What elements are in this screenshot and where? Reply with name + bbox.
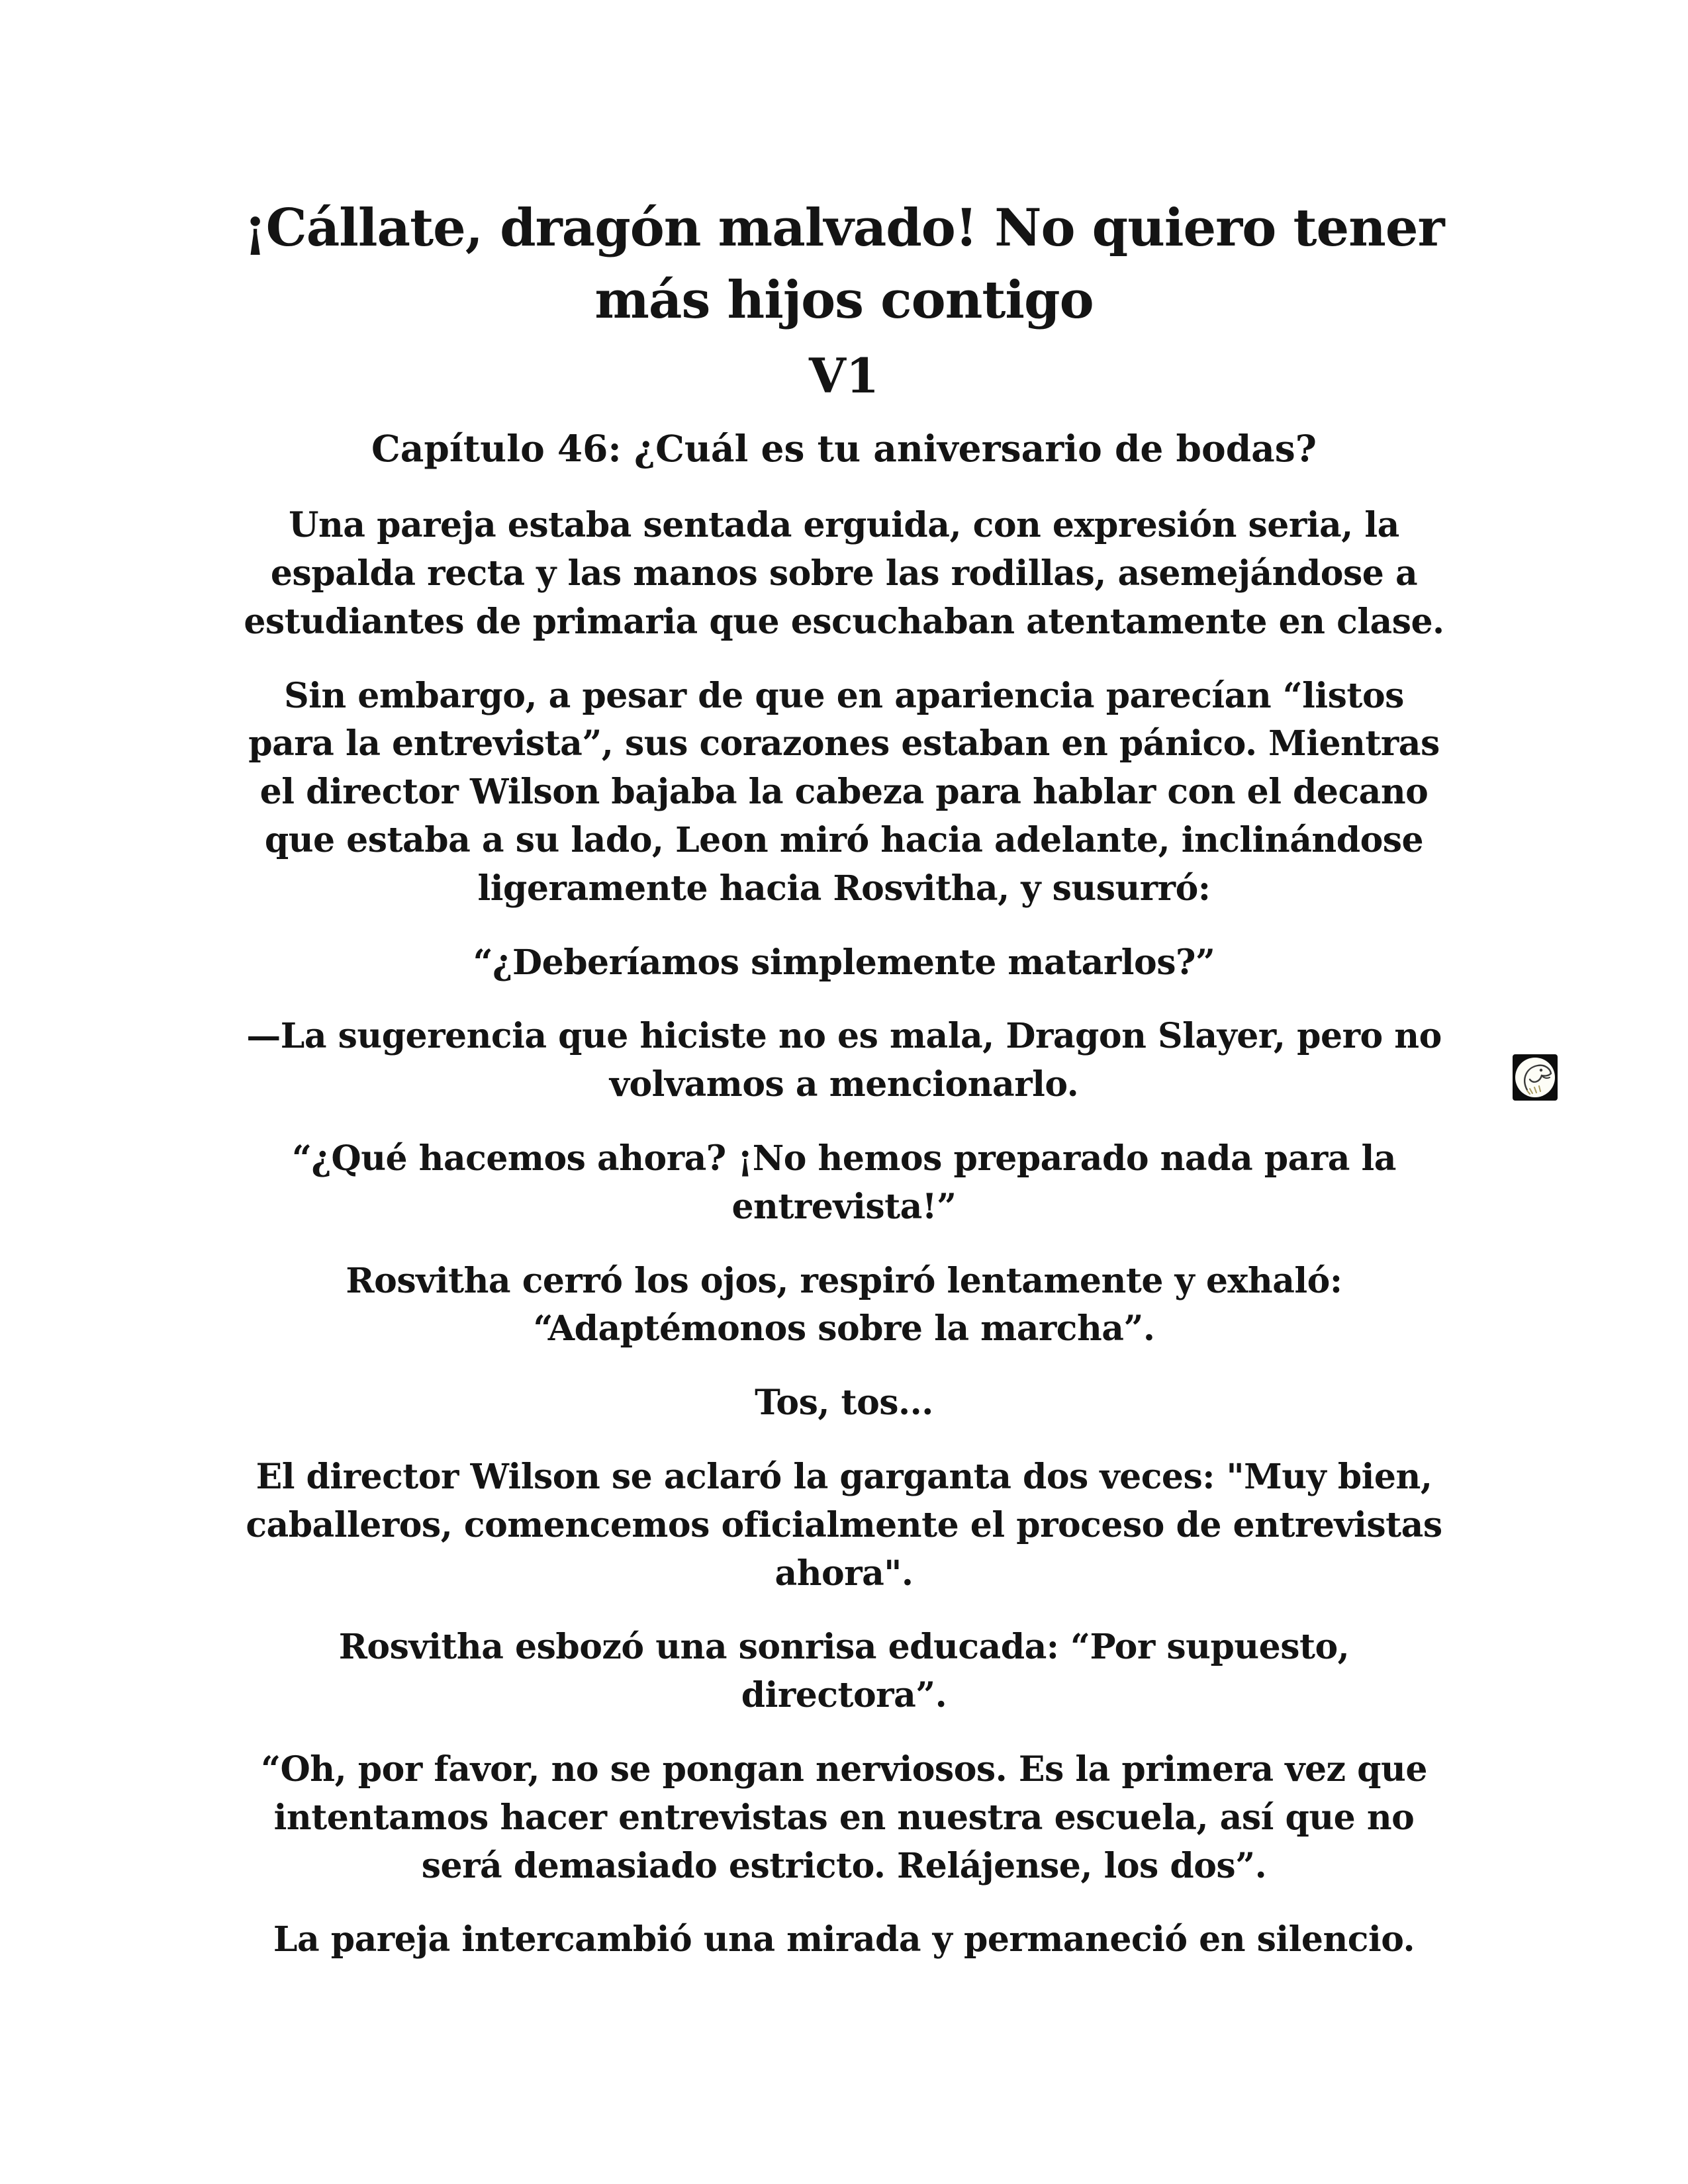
volume-label: V1 <box>809 347 879 404</box>
page-title: ¡Cállate, dragón malvado! No quiero tener más hijos contigo <box>244 198 1444 331</box>
paragraph: “¿Qué hacemos ahora? ¡No hemos preparado nada para la entrevista!” <box>292 1138 1396 1227</box>
paragraph: Una pareja estaba sentada erguida, con expresión seria, la espalda recta y las manos sobre las rodillas, asemejándose a estudiantes de primaria que escuchaban atentamente en clase. <box>244 505 1444 642</box>
paragraph: —La sugerencia que hiciste no es mala, Dragon Slayer, pero no volvamos a mencionarlo. <box>246 1016 1442 1105</box>
paragraph: Rosvitha esbozó una sonrisa educada: “Por supuesto, directora”. <box>338 1627 1350 1716</box>
paragraph: “¿Deberíamos simplemente matarlos?” <box>473 942 1215 983</box>
chapter-heading: Capítulo 46: ¿Cuál es tu aniversario de bodas? <box>371 427 1317 471</box>
paragraph: Tos, tos... <box>755 1383 933 1424</box>
paragraph: Sin embargo, a pesar de que en apariencia parecían “listos para la entrevista”, sus corazones estaban en pánico. Mientras el director Wilson bajaba la cabeza para hablar con el decano que estaba a su lado, Leon miró hacia adelante, inclinándose ligeramente hacia Rosvitha, y susurró: <box>248 675 1440 909</box>
document-content <box>242 192 1446 1964</box>
paragraph: “Oh, por favor, no se pongan nerviosos. Es la primera vez que intentamos hacer entrevistas en nuestra escuela, así que no será demasiado estricto. Relájense, los dos”. <box>261 1749 1427 1886</box>
paragraphs-container <box>242 502 1446 1964</box>
dragon-stamp-icon <box>1513 1054 1558 1101</box>
paragraph: Rosvitha cerró los ojos, respiró lentamente y exhaló: “Adaptémonos sobre la marcha”. <box>346 1260 1342 1349</box>
paragraph: La pareja intercambió una mirada y permaneció en silencio. <box>273 1919 1415 1960</box>
paragraph: El director Wilson se aclaró la garganta dos veces: "Muy bien, caballeros, comencemos oficialmente el proceso de entrevistas ahora". <box>246 1456 1442 1594</box>
